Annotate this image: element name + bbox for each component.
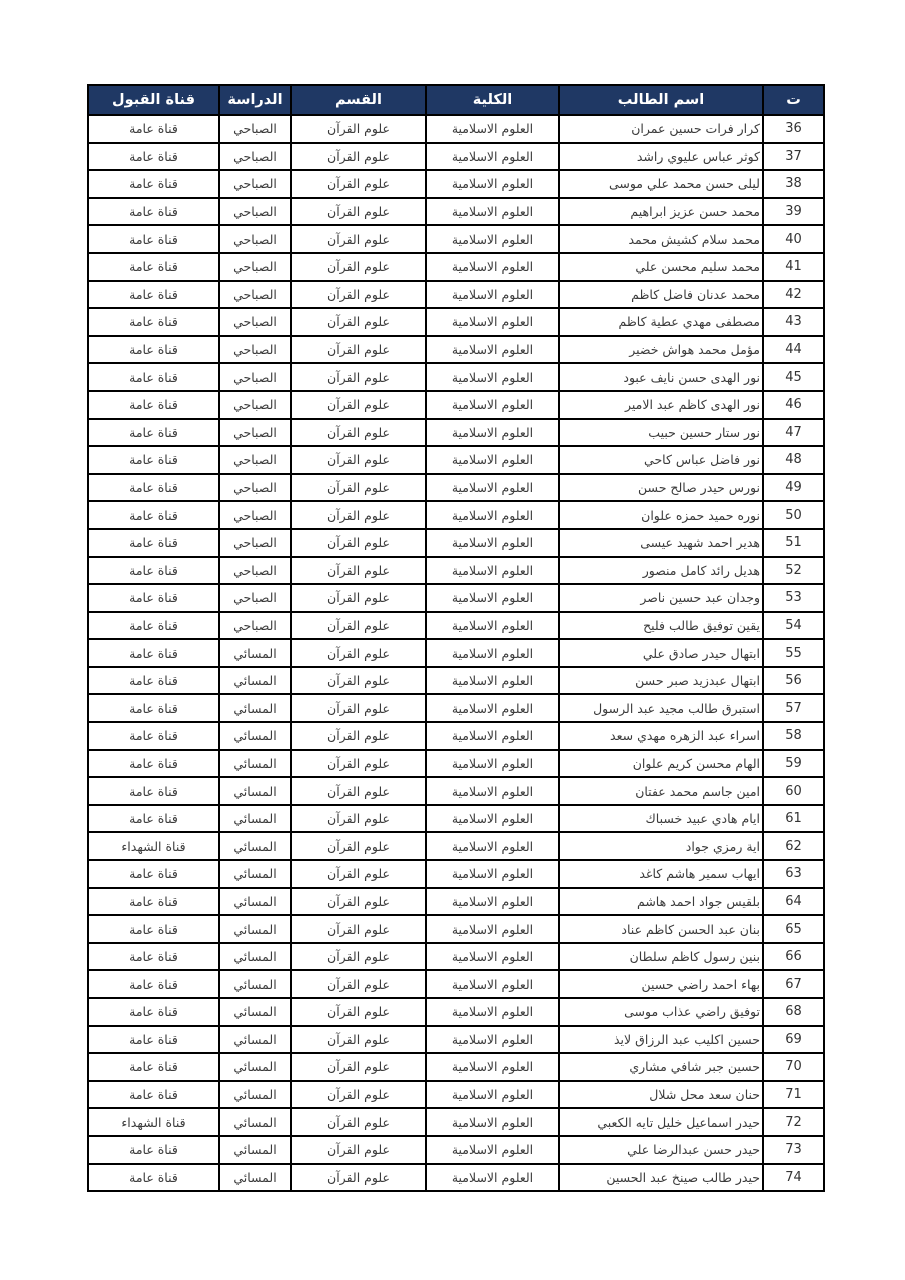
table-row: [88, 750, 824, 778]
cell-admission-channel: قناة عامة: [88, 722, 219, 750]
cell-study: المسائي: [219, 1053, 291, 1081]
cell-department: علوم القرآن: [291, 1026, 426, 1054]
cell-admission-channel: قناة عامة: [88, 1136, 219, 1164]
cell-number: 64: [763, 888, 824, 916]
cell-student-name: الهام محسن كريم علوان: [559, 750, 763, 778]
cell-college: العلوم الاسلامية: [426, 363, 559, 391]
cell-study: الصباحي: [219, 308, 291, 336]
cell-admission-channel: قناة عامة: [88, 667, 219, 695]
cell-department: علوم القرآن: [291, 943, 426, 971]
table-row: [88, 143, 824, 171]
cell-student-name: استبرق طالب مجيد عبد الرسول: [559, 694, 763, 722]
cell-number: 60: [763, 777, 824, 805]
cell-study: المسائي: [219, 860, 291, 888]
cell-admission-channel: قناة عامة: [88, 612, 219, 640]
cell-study: الصباحي: [219, 115, 291, 143]
cell-department: علوم القرآن: [291, 391, 426, 419]
cell-number: 61: [763, 805, 824, 833]
cell-admission-channel: قناة عامة: [88, 446, 219, 474]
header-cell-admission-channel: قناة القبول: [88, 85, 219, 115]
table-row: [88, 253, 824, 281]
table-row: [88, 1164, 824, 1192]
table-header: [88, 85, 824, 115]
cell-student-name: توفيق راضي عذاب موسى: [559, 998, 763, 1026]
cell-study: المسائي: [219, 722, 291, 750]
cell-admission-channel: قناة عامة: [88, 501, 219, 529]
cell-college: العلوم الاسلامية: [426, 143, 559, 171]
cell-college: العلوم الاسلامية: [426, 584, 559, 612]
cell-department: علوم القرآن: [291, 363, 426, 391]
cell-number: 55: [763, 639, 824, 667]
cell-study: المسائي: [219, 1108, 291, 1136]
cell-number: 62: [763, 832, 824, 860]
cell-study: الصباحي: [219, 198, 291, 226]
cell-number: 44: [763, 336, 824, 364]
cell-number: 70: [763, 1053, 824, 1081]
cell-college: العلوم الاسلامية: [426, 170, 559, 198]
cell-number: 48: [763, 446, 824, 474]
cell-admission-channel: قناة الشهداء: [88, 832, 219, 860]
cell-number: 66: [763, 943, 824, 971]
cell-student-name: حنان سعد محل شلال: [559, 1081, 763, 1109]
cell-student-name: نورس حيدر صالح حسن: [559, 474, 763, 502]
cell-study: المسائي: [219, 888, 291, 916]
cell-college: العلوم الاسلامية: [426, 198, 559, 226]
cell-student-name: حيدر اسماعيل خليل تايه الكعبي: [559, 1108, 763, 1136]
cell-number: 73: [763, 1136, 824, 1164]
students-table: [87, 84, 825, 1192]
cell-college: العلوم الاسلامية: [426, 391, 559, 419]
cell-study: الصباحي: [219, 529, 291, 557]
cell-admission-channel: قناة عامة: [88, 143, 219, 171]
cell-department: علوم القرآن: [291, 1136, 426, 1164]
cell-number: 71: [763, 1081, 824, 1109]
cell-department: علوم القرآن: [291, 667, 426, 695]
cell-admission-channel: قناة عامة: [88, 391, 219, 419]
table-row: [88, 1136, 824, 1164]
cell-student-name: بهاء احمد راضي حسين: [559, 970, 763, 998]
cell-number: 63: [763, 860, 824, 888]
cell-college: العلوم الاسلامية: [426, 281, 559, 309]
cell-department: علوم القرآن: [291, 336, 426, 364]
cell-college: العلوم الاسلامية: [426, 446, 559, 474]
cell-admission-channel: قناة عامة: [88, 253, 219, 281]
table-row: [88, 694, 824, 722]
cell-admission-channel: قناة عامة: [88, 336, 219, 364]
cell-student-name: ابتهال عبدزيد صبر حسن: [559, 667, 763, 695]
cell-study: المسائي: [219, 694, 291, 722]
cell-student-name: بنين رسول كاظم سلطان: [559, 943, 763, 971]
cell-department: علوم القرآن: [291, 750, 426, 778]
table-row: [88, 446, 824, 474]
cell-student-name: ايهاب سمير هاشم كاغد: [559, 860, 763, 888]
cell-student-name: نوره حميد حمزه علوان: [559, 501, 763, 529]
cell-student-name: ابتهال حيدر صادق علي: [559, 639, 763, 667]
cell-study: الصباحي: [219, 474, 291, 502]
cell-student-name: محمد سليم محسن علي: [559, 253, 763, 281]
cell-admission-channel: قناة عامة: [88, 1053, 219, 1081]
cell-study: المسائي: [219, 1081, 291, 1109]
cell-admission-channel: قناة عامة: [88, 225, 219, 253]
cell-admission-channel: قناة عامة: [88, 860, 219, 888]
cell-number: 40: [763, 225, 824, 253]
cell-student-name: ليلى حسن محمد علي موسى: [559, 170, 763, 198]
table-row: [88, 225, 824, 253]
cell-number: 74: [763, 1164, 824, 1192]
cell-admission-channel: قناة عامة: [88, 1026, 219, 1054]
cell-admission-channel: قناة عامة: [88, 281, 219, 309]
cell-number: 65: [763, 915, 824, 943]
cell-student-name: هديل رائد كامل منصور: [559, 557, 763, 585]
cell-number: 68: [763, 998, 824, 1026]
cell-admission-channel: قناة عامة: [88, 943, 219, 971]
cell-college: العلوم الاسلامية: [426, 943, 559, 971]
table-row: [88, 777, 824, 805]
table-row: [88, 970, 824, 998]
cell-study: المسائي: [219, 805, 291, 833]
cell-department: علوم القرآن: [291, 1081, 426, 1109]
cell-student-name: حيدر طالب صينخ عبد الحسين: [559, 1164, 763, 1192]
cell-number: 72: [763, 1108, 824, 1136]
table-row: [88, 529, 824, 557]
table-row: [88, 419, 824, 447]
cell-study: الصباحي: [219, 419, 291, 447]
cell-department: علوم القرآن: [291, 198, 426, 226]
cell-study: الصباحي: [219, 446, 291, 474]
cell-study: المسائي: [219, 667, 291, 695]
cell-college: العلوم الاسلامية: [426, 639, 559, 667]
cell-department: علوم القرآن: [291, 777, 426, 805]
cell-admission-channel: قناة عامة: [88, 639, 219, 667]
cell-number: 52: [763, 557, 824, 585]
cell-number: 47: [763, 419, 824, 447]
cell-study: المسائي: [219, 998, 291, 1026]
cell-admission-channel: قناة عامة: [88, 1081, 219, 1109]
cell-student-name: حيدر حسن عبدالرضا علي: [559, 1136, 763, 1164]
table-row: [88, 557, 824, 585]
cell-admission-channel: قناة عامة: [88, 308, 219, 336]
cell-department: علوم القرآن: [291, 474, 426, 502]
cell-department: علوم القرآن: [291, 419, 426, 447]
cell-department: علوم القرآن: [291, 253, 426, 281]
cell-admission-channel: قناة عامة: [88, 529, 219, 557]
table-row: [88, 336, 824, 364]
cell-college: العلوم الاسلامية: [426, 1026, 559, 1054]
table-row: [88, 474, 824, 502]
table-row: [88, 584, 824, 612]
cell-study: المسائي: [219, 1164, 291, 1192]
cell-admission-channel: قناة عامة: [88, 363, 219, 391]
cell-admission-channel: قناة عامة: [88, 115, 219, 143]
cell-college: العلوم الاسلامية: [426, 308, 559, 336]
cell-study: المسائي: [219, 639, 291, 667]
cell-department: علوم القرآن: [291, 722, 426, 750]
cell-number: 51: [763, 529, 824, 557]
header-cell-college: الكلية: [426, 85, 559, 115]
cell-number: 57: [763, 694, 824, 722]
cell-student-name: بلقيس جواد احمد هاشم: [559, 888, 763, 916]
table-row: [88, 115, 824, 143]
cell-department: علوم القرآن: [291, 694, 426, 722]
cell-department: علوم القرآن: [291, 501, 426, 529]
cell-admission-channel: قناة عامة: [88, 805, 219, 833]
table-row: [88, 198, 824, 226]
table-row: [88, 612, 824, 640]
cell-college: العلوم الاسلامية: [426, 998, 559, 1026]
cell-number: 43: [763, 308, 824, 336]
table-row: [88, 363, 824, 391]
cell-admission-channel: قناة عامة: [88, 557, 219, 585]
cell-study: الصباحي: [219, 612, 291, 640]
cell-department: علوم القرآن: [291, 584, 426, 612]
table-row: [88, 860, 824, 888]
cell-admission-channel: قناة عامة: [88, 474, 219, 502]
cell-number: 54: [763, 612, 824, 640]
cell-admission-channel: قناة عامة: [88, 888, 219, 916]
cell-student-name: محمد عدنان فاضل كاظم: [559, 281, 763, 309]
cell-college: العلوم الاسلامية: [426, 694, 559, 722]
cell-college: العلوم الاسلامية: [426, 1053, 559, 1081]
cell-study: الصباحي: [219, 170, 291, 198]
cell-study: الصباحي: [219, 281, 291, 309]
cell-department: علوم القرآن: [291, 970, 426, 998]
cell-student-name: نور الهدى حسن نايف عبود: [559, 363, 763, 391]
cell-number: 45: [763, 363, 824, 391]
cell-student-name: نور ستار حسين حبيب: [559, 419, 763, 447]
cell-department: علوم القرآن: [291, 612, 426, 640]
cell-study: الصباحي: [219, 363, 291, 391]
header-cell-number: ت: [763, 85, 824, 115]
table-row: [88, 915, 824, 943]
cell-study: المسائي: [219, 1026, 291, 1054]
cell-department: علوم القرآن: [291, 557, 426, 585]
table-row: [88, 832, 824, 860]
cell-admission-channel: قناة الشهداء: [88, 1108, 219, 1136]
cell-college: العلوم الاسلامية: [426, 805, 559, 833]
cell-student-name: مؤمل محمد هواش خضير: [559, 336, 763, 364]
cell-study: الصباحي: [219, 253, 291, 281]
cell-admission-channel: قناة عامة: [88, 1164, 219, 1192]
cell-college: العلوم الاسلامية: [426, 860, 559, 888]
cell-number: 41: [763, 253, 824, 281]
cell-college: العلوم الاسلامية: [426, 419, 559, 447]
cell-student-name: نور فاضل عباس كاحي: [559, 446, 763, 474]
cell-college: العلوم الاسلامية: [426, 888, 559, 916]
table-row: [88, 888, 824, 916]
cell-department: علوم القرآن: [291, 308, 426, 336]
table-row: [88, 667, 824, 695]
header-cell-study: الدراسة: [219, 85, 291, 115]
cell-department: علوم القرآن: [291, 1053, 426, 1081]
table-row: [88, 391, 824, 419]
cell-admission-channel: قناة عامة: [88, 584, 219, 612]
cell-department: علوم القرآن: [291, 115, 426, 143]
cell-study: الصباحي: [219, 336, 291, 364]
cell-number: 46: [763, 391, 824, 419]
cell-department: علوم القرآن: [291, 805, 426, 833]
table-row: [88, 1026, 824, 1054]
header-row: [88, 85, 824, 115]
cell-college: العلوم الاسلامية: [426, 501, 559, 529]
cell-admission-channel: قناة عامة: [88, 998, 219, 1026]
cell-number: 58: [763, 722, 824, 750]
cell-department: علوم القرآن: [291, 529, 426, 557]
cell-college: العلوم الاسلامية: [426, 970, 559, 998]
cell-study: المسائي: [219, 943, 291, 971]
table-row: [88, 1081, 824, 1109]
cell-study: الصباحي: [219, 584, 291, 612]
cell-college: العلوم الاسلامية: [426, 115, 559, 143]
cell-department: علوم القرآن: [291, 888, 426, 916]
cell-number: 59: [763, 750, 824, 778]
cell-department: علوم القرآن: [291, 225, 426, 253]
cell-department: علوم القرآن: [291, 860, 426, 888]
cell-admission-channel: قناة عامة: [88, 970, 219, 998]
cell-college: العلوم الاسلامية: [426, 529, 559, 557]
cell-department: علوم القرآن: [291, 446, 426, 474]
cell-college: العلوم الاسلامية: [426, 777, 559, 805]
cell-department: علوم القرآن: [291, 832, 426, 860]
cell-study: المسائي: [219, 915, 291, 943]
table-row: [88, 998, 824, 1026]
cell-student-name: اسراء عبد الزهره مهدي سعد: [559, 722, 763, 750]
table-row: [88, 1108, 824, 1136]
cell-college: العلوم الاسلامية: [426, 474, 559, 502]
cell-admission-channel: قناة عامة: [88, 915, 219, 943]
cell-student-name: وجدان عبد حسين ناصر: [559, 584, 763, 612]
table-body: [88, 115, 824, 1191]
cell-department: علوم القرآن: [291, 915, 426, 943]
cell-college: العلوم الاسلامية: [426, 225, 559, 253]
cell-admission-channel: قناة عامة: [88, 170, 219, 198]
cell-department: علوم القرآن: [291, 639, 426, 667]
cell-student-name: كرار فرات حسين عمران: [559, 115, 763, 143]
cell-college: العلوم الاسلامية: [426, 750, 559, 778]
cell-college: العلوم الاسلامية: [426, 612, 559, 640]
cell-student-name: امين جاسم محمد عفتان: [559, 777, 763, 805]
cell-college: العلوم الاسلامية: [426, 915, 559, 943]
cell-admission-channel: قناة عامة: [88, 198, 219, 226]
cell-admission-channel: قناة عامة: [88, 777, 219, 805]
cell-number: 56: [763, 667, 824, 695]
table-row: [88, 722, 824, 750]
cell-department: علوم القرآن: [291, 998, 426, 1026]
cell-student-name: محمد حسن عزيز ابراهيم: [559, 198, 763, 226]
cell-college: العلوم الاسلامية: [426, 253, 559, 281]
cell-department: علوم القرآن: [291, 281, 426, 309]
cell-study: المسائي: [219, 750, 291, 778]
cell-college: العلوم الاسلامية: [426, 1081, 559, 1109]
cell-number: 67: [763, 970, 824, 998]
cell-study: الصباحي: [219, 143, 291, 171]
cell-department: علوم القرآن: [291, 143, 426, 171]
cell-study: الصباحي: [219, 391, 291, 419]
cell-student-name: ايام هادي عبيد خسباك: [559, 805, 763, 833]
table-row: [88, 501, 824, 529]
cell-admission-channel: قناة عامة: [88, 750, 219, 778]
cell-number: 53: [763, 584, 824, 612]
cell-number: 39: [763, 198, 824, 226]
cell-student-name: مصطفى مهدي عطية كاظم: [559, 308, 763, 336]
header-cell-student-name: اسم الطالب: [559, 85, 763, 115]
cell-number: 50: [763, 501, 824, 529]
table-row: [88, 308, 824, 336]
cell-college: العلوم الاسلامية: [426, 1164, 559, 1192]
cell-study: الصباحي: [219, 501, 291, 529]
cell-admission-channel: قناة عامة: [88, 694, 219, 722]
cell-student-name: حسين جبر شافي مشاري: [559, 1053, 763, 1081]
cell-number: 69: [763, 1026, 824, 1054]
table-row: [88, 943, 824, 971]
cell-student-name: بنان عبد الحسن كاظم عناد: [559, 915, 763, 943]
cell-college: العلوم الاسلامية: [426, 667, 559, 695]
cell-number: 42: [763, 281, 824, 309]
cell-number: 49: [763, 474, 824, 502]
cell-department: علوم القرآن: [291, 1164, 426, 1192]
table-row: [88, 281, 824, 309]
cell-student-name: محمد سلام كشيش محمد: [559, 225, 763, 253]
cell-college: العلوم الاسلامية: [426, 722, 559, 750]
cell-study: المسائي: [219, 777, 291, 805]
cell-department: علوم القرآن: [291, 170, 426, 198]
cell-college: العلوم الاسلامية: [426, 1108, 559, 1136]
cell-admission-channel: قناة عامة: [88, 419, 219, 447]
cell-number: 36: [763, 115, 824, 143]
cell-student-name: كوثر عباس عليوي راشد: [559, 143, 763, 171]
cell-college: العلوم الاسلامية: [426, 1136, 559, 1164]
cell-student-name: حسين اكليب عبد الرزاق لايذ: [559, 1026, 763, 1054]
cell-college: العلوم الاسلامية: [426, 557, 559, 585]
table-row: [88, 170, 824, 198]
cell-student-name: يقين توفيق طالب فليح: [559, 612, 763, 640]
cell-student-name: هدير احمد شهيد عيسى: [559, 529, 763, 557]
cell-study: الصباحي: [219, 225, 291, 253]
cell-study: المسائي: [219, 832, 291, 860]
header-cell-department: القسم: [291, 85, 426, 115]
cell-study: المسائي: [219, 1136, 291, 1164]
cell-study: الصباحي: [219, 557, 291, 585]
cell-college: العلوم الاسلامية: [426, 832, 559, 860]
cell-number: 38: [763, 170, 824, 198]
cell-number: 37: [763, 143, 824, 171]
cell-department: علوم القرآن: [291, 1108, 426, 1136]
cell-student-name: اية رمزي جواد: [559, 832, 763, 860]
table-row: [88, 1053, 824, 1081]
cell-college: العلوم الاسلامية: [426, 336, 559, 364]
table-row: [88, 805, 824, 833]
table-row: [88, 639, 824, 667]
cell-study: المسائي: [219, 970, 291, 998]
cell-student-name: نور الهدى كاظم عبد الامير: [559, 391, 763, 419]
